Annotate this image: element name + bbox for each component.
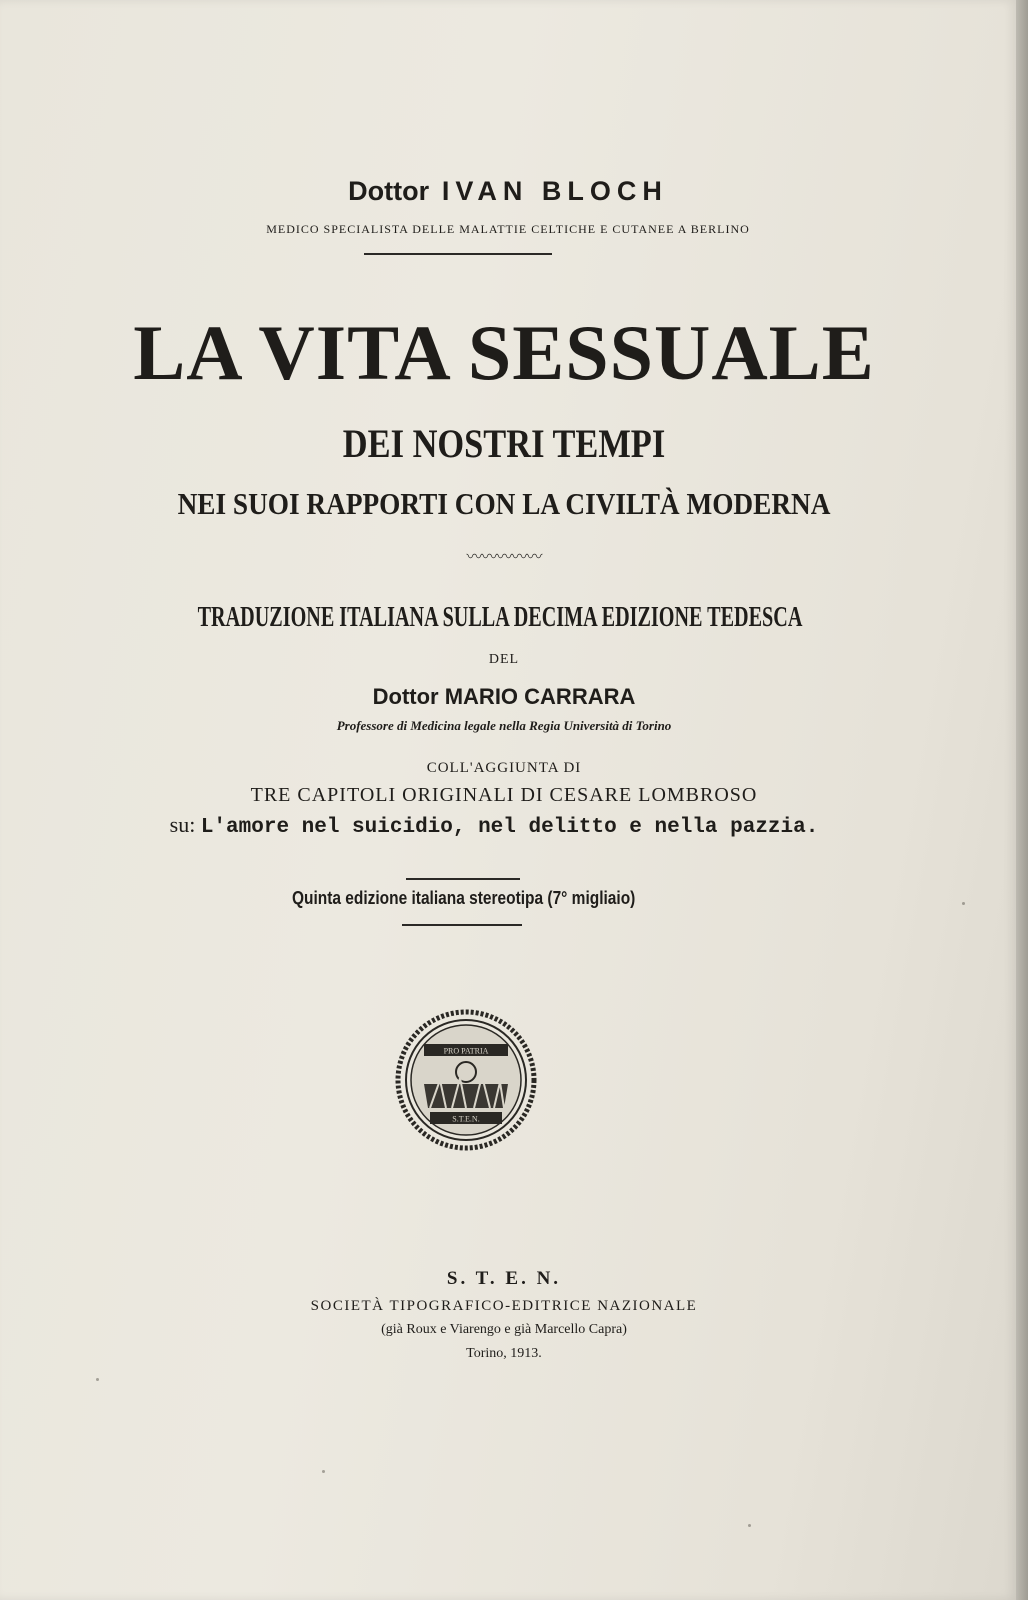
author-line (48, 176, 968, 207)
publisher-full-name: SOCIETÀ TIPOGRAFICO-EDITRICE NAZIONALE (310, 1298, 698, 1314)
translator-name: Dottor MARIO CARRARA (372, 684, 636, 709)
translator-role: Professore di Medicina legale nella Regia Università di Torino (336, 718, 672, 733)
addition-intro: COLL'AGGIUNTA DI (426, 760, 582, 776)
author-name: IVAN BLOCH (441, 176, 668, 206)
edition-note (4, 888, 924, 909)
book-subtitle-2: NEI SUOI RAPPORTI CON LA CIVILTÀ MODERNA (177, 486, 831, 521)
author-role: MEDICO SPECIALISTA DELLE MALATTIE CELTICHE E CUTANEE A BERLINO (266, 222, 750, 236)
publication-place-date: Torino, 1913. (466, 1346, 542, 1361)
publisher-acronym: S. T. E. N. (446, 1268, 562, 1289)
translation-del: DEL (488, 652, 520, 667)
publisher-seal-icon (394, 1008, 538, 1152)
topics-prefix: su: (169, 812, 196, 837)
book-title: LA VITA SESSUALE (133, 309, 875, 396)
edition-text: Quinta edizione italiana stereotipa (7° migliaio) (292, 888, 636, 908)
ornament-divider: 〰〰〰〰〰 (466, 549, 542, 566)
edition-rule-top (406, 878, 520, 880)
addition-topics (34, 812, 954, 839)
addition-chapters: TRE CAPITOLI ORIGINALI DI CESARE LOMBROSO (250, 784, 758, 806)
publisher-former-names: (già Roux e Viarengo e già Marcello Capra) (381, 1322, 627, 1337)
book-subtitle-1: DEI NOSTRI TEMPI (342, 421, 666, 466)
divider-rule (364, 253, 552, 255)
seal-banner-bottom: S.T.E.N. (452, 1114, 480, 1124)
translation-note: TRADUZIONE ITALIANA SULLA DECIMA EDIZIONE TEDESCA (197, 602, 803, 633)
author-prefix: Dottor (348, 176, 430, 206)
seal-banner-top: PRO PATRIA (443, 1046, 489, 1056)
page-edge-shadow (1016, 0, 1028, 1600)
topics-text: L'amore nel suicidio, nel delitto e nella pazzia. (200, 816, 819, 839)
edition-rule-bottom (402, 924, 522, 926)
